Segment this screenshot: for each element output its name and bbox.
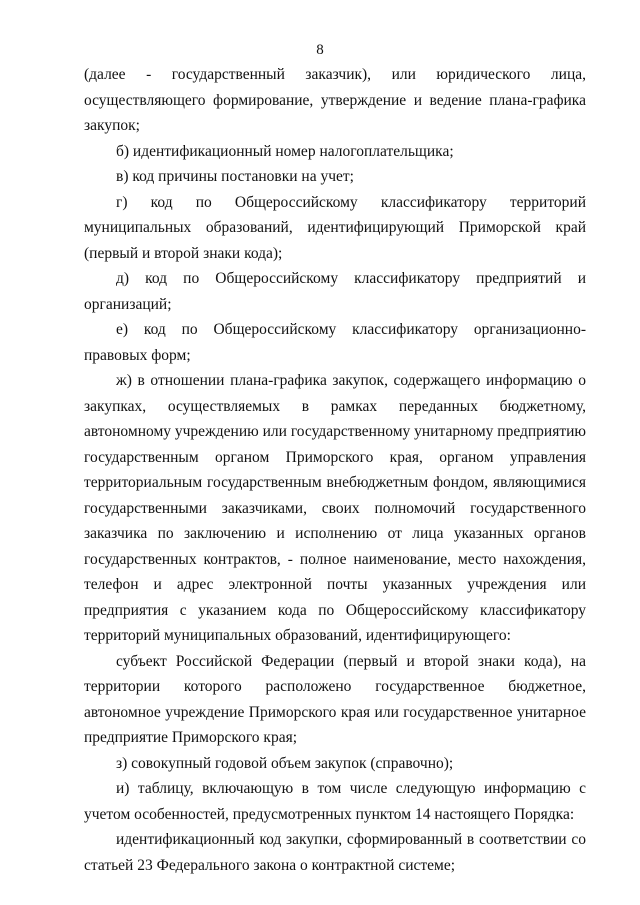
paragraph-item-zh: ж) в отношении плана-графика закупок, содержащего информацию о закупках, осуществляемых в рамках переданных бюджетному, автономному учреждению или государственному унитарному предприятию государственным органом Приморского края, органом управления территориальным государственным внебюджетным фондом, являющимися государственными заказчиками, своих полномочий государственного заказчика по заключению и исполнению от лица указанных органов государственных контрактов, - полное наименование, место нахождения, телефон и адрес электронной почты указанных учреждения или предприятия с указанием кода по Общероссийскому классификатору территорий муниципальных образований, идентифицирующего: bbox=[84, 372, 586, 644]
paragraph-item-b: б) идентификационный номер налогоплательщика; bbox=[116, 142, 454, 160]
paragraph-item-g: г) код по Общероссийскому классификатору территорий муниципальных образований, идентифицирующий Приморской край (первый и второй знаки кода); bbox=[84, 193, 586, 262]
page-number: 8 bbox=[316, 42, 324, 58]
paragraph-item-v: в) код причины постановки на учет; bbox=[116, 168, 354, 185]
paragraph-item-z: з) совокупный годовой объем закупок (справочно); bbox=[116, 754, 454, 772]
paragraph-purchase-code: идентификационный код закупки, сформированный в соответствии со статьей 23 Федерального закона о контрактной системе; bbox=[84, 831, 586, 874]
paragraph-subject: субъект Российской Федерации (первый и второй знаки кода), на территории которого расположено государственное бюджетное, автономное учреждение Приморского края или государственное унитарное предприятие Приморского края; bbox=[84, 652, 586, 746]
document-body bbox=[84, 62, 586, 878]
paragraph-item-i: и) таблицу, включающую в том числе следующую информацию с учетом особенностей, предусмотренных пунктом 14 настоящего Порядка: bbox=[84, 780, 586, 823]
paragraph-item-e: е) код по Общероссийскому классификатору организационно-правовых форм; bbox=[84, 321, 586, 364]
paragraph-item-d: д) код по Общероссийскому классификатору предприятий и организаций; bbox=[84, 270, 586, 313]
paragraph-continuation: (далее - государственный заказчик), или юридического лица, осуществляющего формирование, утверждение и ведение плана-графика закупок; bbox=[84, 66, 586, 134]
